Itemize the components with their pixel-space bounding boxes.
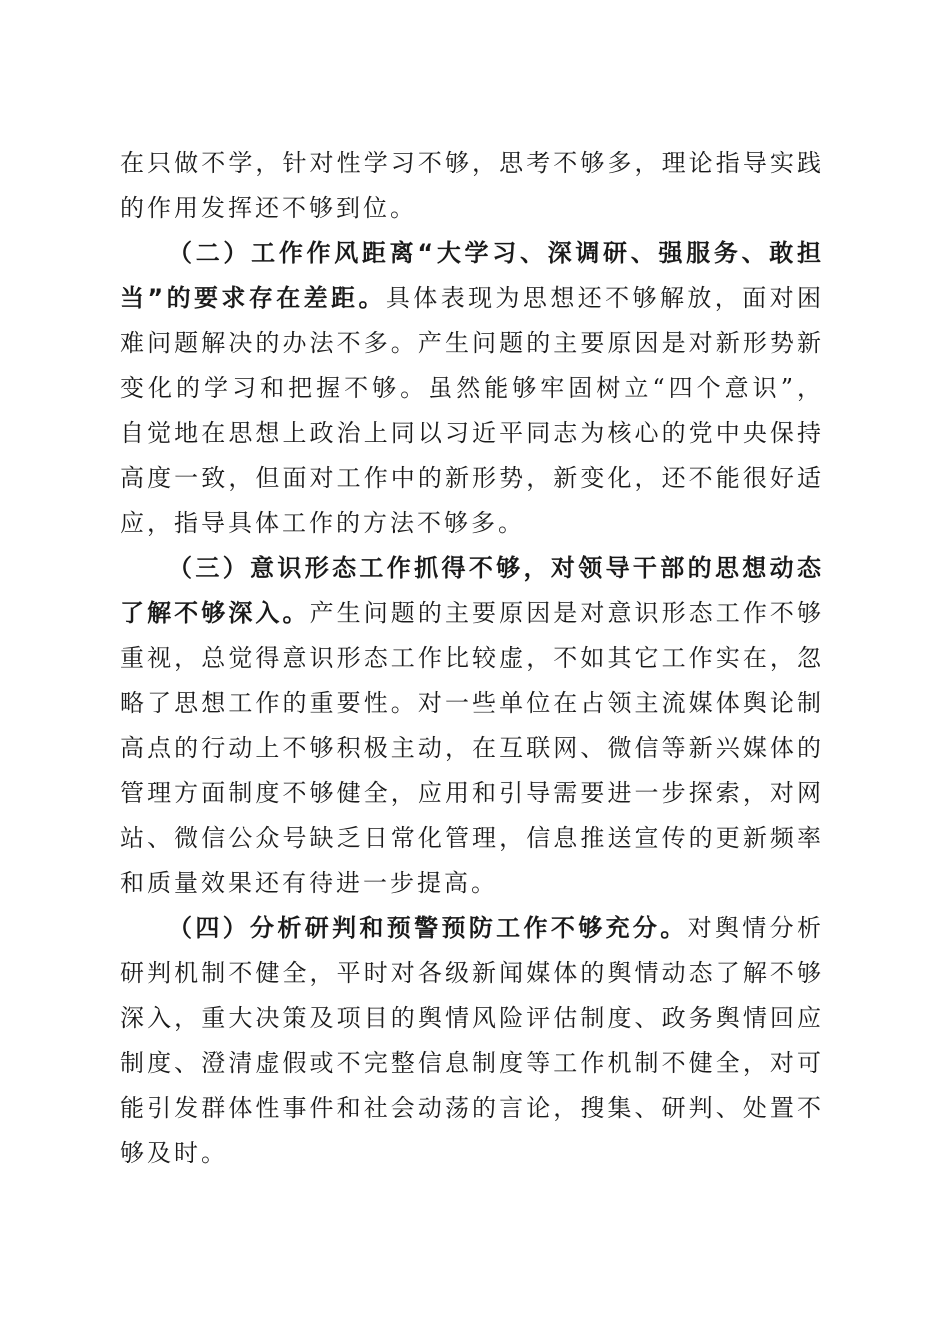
document-body [120,141,824,1176]
section-heading: （四）分析研判和预警预防工作不够充分。 [168,914,688,942]
paragraph-section-3 [120,546,824,906]
paragraph-continuation [120,141,824,231]
paragraph-body: 产生问题的主要原因是对意识形态工作不够重视，总觉得意识形态工作比较虚，不如其它工作实在，忽略了思想工作的重要性。对一些单位在占领主流媒体舆论制高点的行动上不够积极主动，在互联网、微信等新兴媒体的管理方面制度不够健全，应用和引导需要进一步探索，对网站、微信公众号缺乏日常化管理，信息推送宣传的更新频率和质量效果还有待进一步提高。 [120,599,825,897]
paragraph-section-2 [120,231,824,546]
section-heading: （三）意识形态工作抓得不够，对领导干部的思想动态了解不够深入。 [120,554,824,627]
paragraph-body: 具体表现为思想还不够解放，面对困难问题解决的办法不多。产生问题的主要原因是对新形势新变化的学习和把握不够。虽然能够牢固树立“四个意识”，自觉地在思想上政治上同以习近平同志为核心的党中央保持高度一致，但面对工作中的新形势，新变化，还不能很好适应，指导具体工作的方法不够多。 [120,284,825,537]
paragraph-body: 对舆情分析研判机制不健全，平时对各级新闻媒体的舆情动态了解不够深入，重大决策及项目的舆情风险评估制度、政务舆情回应制度、澄清虚假或不完整信息制度等工作机制不健全，对可能引发群体性事件和社会动荡的言论，搜集、研判、处置不够及时。 [120,914,825,1167]
paragraph-section-4 [120,906,824,1176]
section-heading: （二）工作作风距离“大学习、深调研、强服务、敢担当”的要求存在差距。 [120,239,824,312]
paragraph-body: 在只做不学，针对性学习不够，思考不够多，理论指导实践的作用发挥还不够到位。 [120,149,824,222]
